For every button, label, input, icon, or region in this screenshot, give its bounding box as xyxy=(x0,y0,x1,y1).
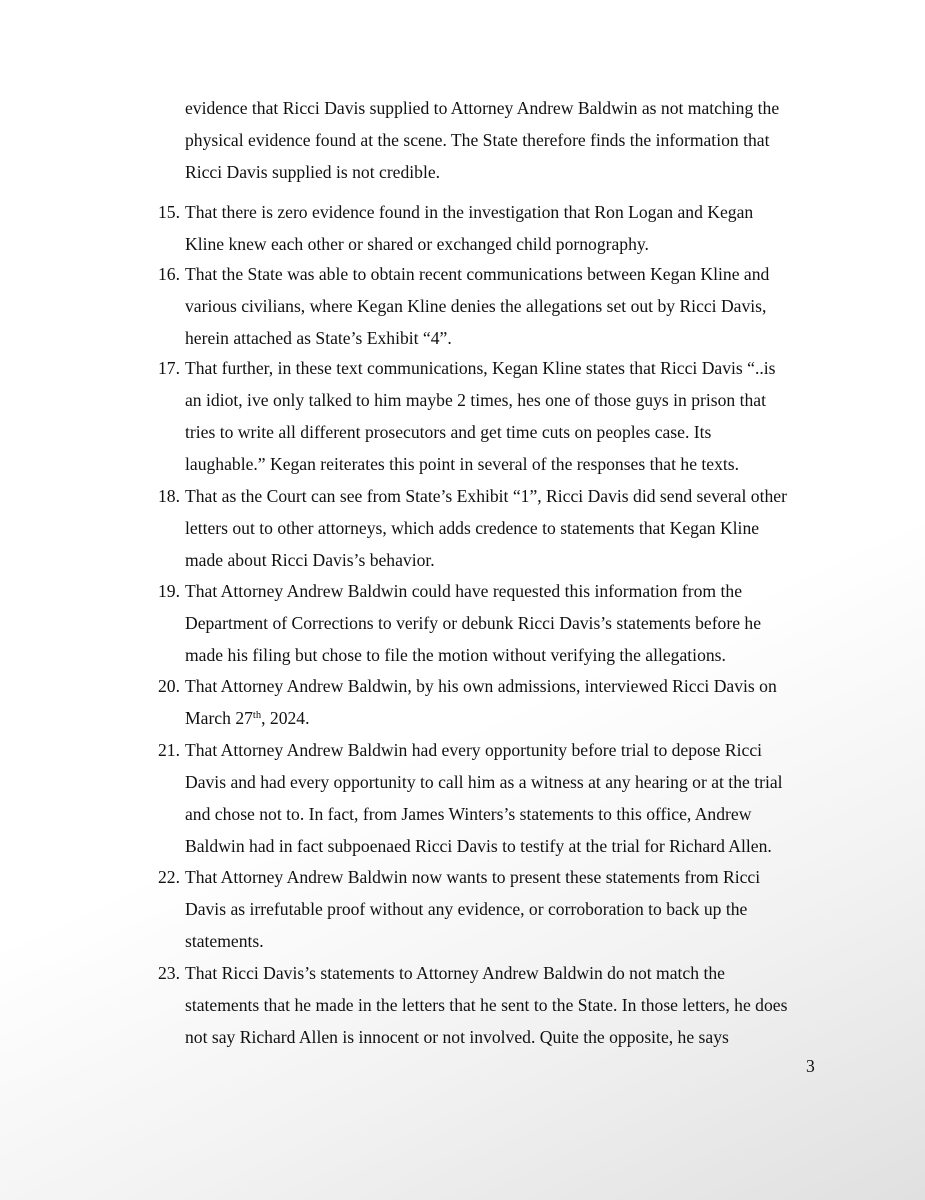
body-line: Baldwin had in fact subpoenaed Ricci Davis to testify at the trial for Richard Allen. xyxy=(185,836,772,856)
body-line: Davis and had every opportunity to call him as a witness at any hearing or at the trial xyxy=(185,772,783,792)
body-line: Kline knew each other or shared or exchanged child pornography. xyxy=(185,234,649,254)
body-line: physical evidence found at the scene. The State therefore finds the information that xyxy=(185,130,770,150)
body-line: That Attorney Andrew Baldwin had every opportunity before trial to depose Ricci xyxy=(185,740,763,760)
item-number: 20. xyxy=(158,676,180,696)
body-line: That Ricci Davis’s statements to Attorney Andrew Baldwin do not match the xyxy=(185,963,725,983)
body-line: various civilians, where Kegan Kline denies the allegations set out by Ricci Davis, xyxy=(185,296,767,316)
body-line: That as the Court can see from State’s Exhibit “1”, Ricci Davis did send several other xyxy=(185,486,787,506)
body-line: an idiot, ive only talked to him maybe 2 times, hes one of those guys in prison that xyxy=(185,390,766,410)
item-number: 17. xyxy=(158,358,180,378)
body-line: herein attached as State’s Exhibit “4”. xyxy=(185,328,452,348)
date-line xyxy=(185,708,309,728)
body-line: statements that he made in the letters that he sent to the State. In those letters, he does xyxy=(185,995,788,1015)
body-line: and chose not to. In fact, from James Winters’s statements to this office, Andrew xyxy=(185,804,752,824)
item-number: 15. xyxy=(158,202,180,222)
body-line: That Attorney Andrew Baldwin now wants to present these statements from Ricci xyxy=(185,867,761,887)
body-line: That there is zero evidence found in the investigation that Ron Logan and Kegan xyxy=(185,202,754,222)
page-number: 3 xyxy=(806,1056,815,1076)
body-line: That further, in these text communications, Kegan Kline states that Ricci Davis “..is xyxy=(185,358,776,378)
body-line: not say Richard Allen is innocent or not involved. Quite the opposite, he says xyxy=(185,1027,729,1047)
body-line: made about Ricci Davis’s behavior. xyxy=(185,550,435,570)
item-number: 22. xyxy=(158,867,180,887)
body-line: Ricci Davis supplied is not credible. xyxy=(185,162,441,182)
body-line: letters out to other attorneys, which adds credence to statements that Kegan Kline xyxy=(185,518,760,538)
body-line: Davis as irrefutable proof without any evidence, or corroboration to back up the xyxy=(185,899,748,919)
body-line: Department of Corrections to verify or debunk Ricci Davis’s statements before he xyxy=(185,613,762,633)
item-number: 21. xyxy=(158,740,180,760)
body-line: That Attorney Andrew Baldwin, by his own admissions, interviewed Ricci Davis on xyxy=(185,676,777,696)
body-line: made his filing but chose to file the motion without verifying the allegations. xyxy=(185,645,726,665)
body-line: statements. xyxy=(185,931,264,951)
item-number: 19. xyxy=(158,581,180,601)
item-number: 23. xyxy=(158,963,180,983)
body-line: That Attorney Andrew Baldwin could have requested this information from the xyxy=(185,581,743,601)
body-line: laughable.” Kegan reiterates this point in several of the responses that he texts. xyxy=(185,454,740,474)
body-line: tries to write all different prosecutors and get time cuts on peoples case. Its xyxy=(185,422,712,442)
ordinal-suffix: th xyxy=(252,710,262,721)
item-number: 16. xyxy=(158,264,180,284)
item-number: 18. xyxy=(158,486,180,506)
date-text: March 27 xyxy=(185,708,253,728)
body-line: That the State was able to obtain recent communications between Kegan Kline and xyxy=(185,264,770,284)
body-line: evidence that Ricci Davis supplied to Attorney Andrew Baldwin as not matching the xyxy=(185,98,780,118)
date-text: , 2024. xyxy=(261,708,310,728)
